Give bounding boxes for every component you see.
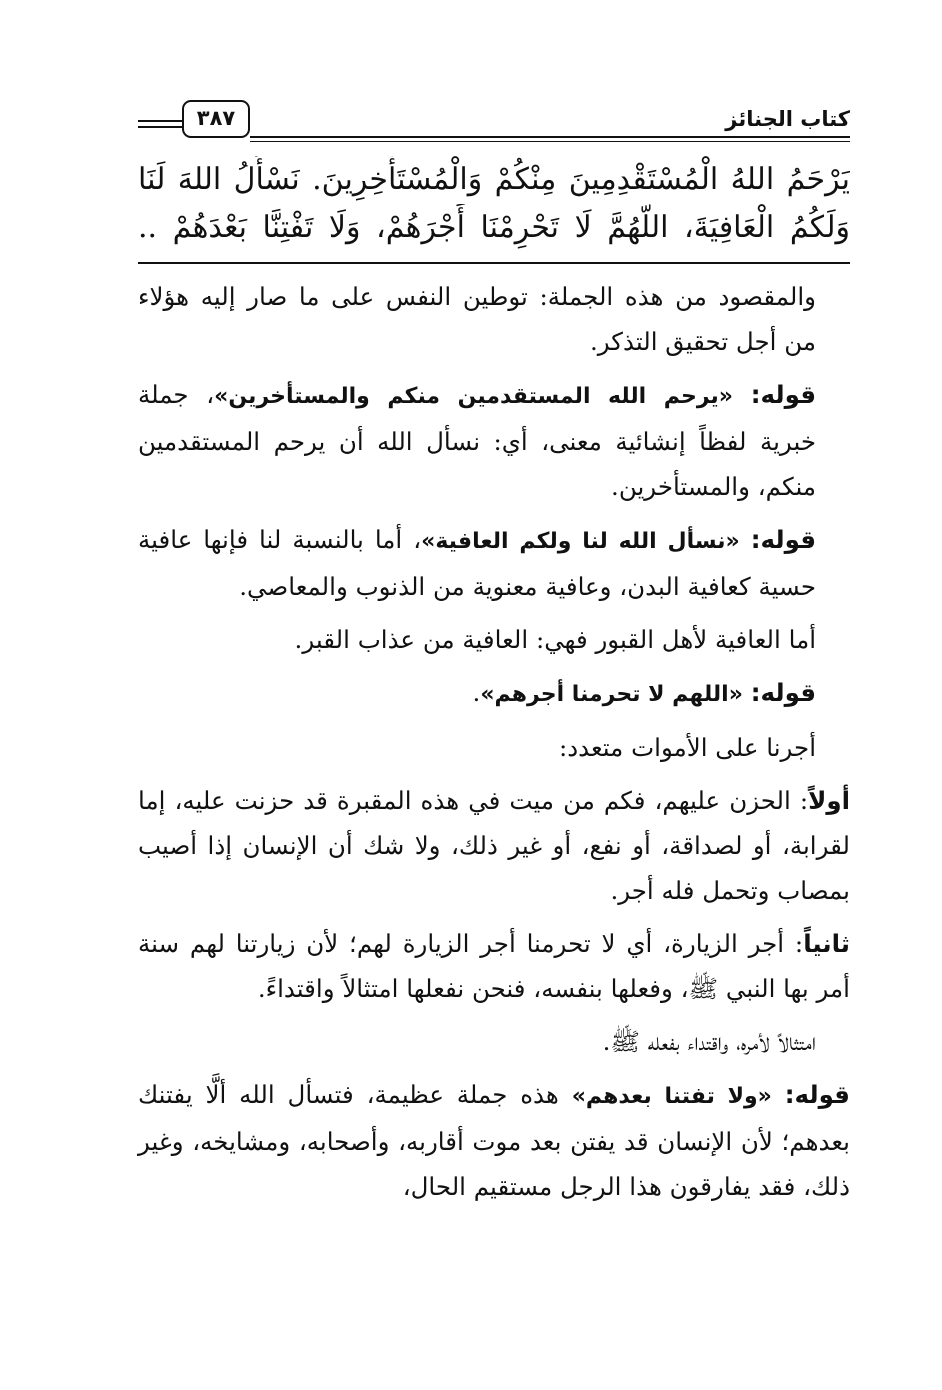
paragraph-text: : الحزن عليهم، فكم من ميت في هذه المقبرة قد حزنت عليه، إما لقرابة، أو لصداقة، أو نفع، أو غير ذلك، ولا شك أن الإنسان إذا أصيب بمصاب وتحمل فله أجر. <box>138 786 850 905</box>
paragraph <box>138 725 850 770</box>
hadith-text <box>138 156 850 258</box>
header-rule-left <box>138 120 182 128</box>
hadith-line-1: يَرْحَمُ اللهُ الْمُسْتَقْدِمِينَ مِنْكُمْ وَالْمُسْتَأْخِرِينَ. نَسْأَلُ اللهَ لَنَا <box>138 162 850 197</box>
paragraph <box>138 372 850 509</box>
commentary <box>138 274 850 1209</box>
paragraph <box>138 1072 850 1209</box>
paragraph-text: ، أما بالنسبة لنا فإنها عافية حسية كعافية البدن، وعافية معنوية من الذنوب والمعاصي. <box>138 525 816 601</box>
section-separator <box>138 262 850 264</box>
paragraph <box>138 617 850 662</box>
page-header <box>138 96 850 148</box>
lead-word: أولاً <box>808 786 850 815</box>
page-number: ٣٨٧ <box>182 100 250 138</box>
paragraph-text: ، جملة خبرية لفظاً إنشائية معنى، أي: نسأل الله أن يرحم المستقدمين منكم، والمستأخرين. <box>138 380 816 501</box>
lead-word: قوله: <box>750 678 816 707</box>
paragraph-text: هذه جملة عظيمة، فتسأل الله ألَّا يفتنك بعدهم؛ لأن الإنسان قد يفتن بعد موت أقاربه، وأصحابه، ومشايخه، وغير ذلك، فقد يفارقون هذا الرجل مستقيم الحال، <box>138 1080 850 1201</box>
quoted-phrase: «يرحم الله المستقدمين منكم والمستأخرين» <box>214 384 734 409</box>
paragraph <box>138 778 850 913</box>
paragraph <box>138 517 850 609</box>
lead-word: قوله: <box>750 525 817 554</box>
paragraph <box>138 670 850 717</box>
paragraph <box>138 274 850 364</box>
quoted-phrase: «نسأل الله لنا ولكم العافية» <box>421 529 740 554</box>
lead-word: ثانياً <box>803 929 850 958</box>
paragraph-text: . <box>472 678 481 707</box>
paragraph-text: : أجر الزيارة، أي لا تحرمنا أجر الزيارة لهم؛ لأن زيارتنا لهم سنة أمر بها النبي ﷺ، وفعلها بنفسه، فنحن نفعلها امتثالاً واقتداءً. <box>138 929 850 1003</box>
quoted-phrase: «ولا تفتنا بعدهم» <box>571 1084 772 1109</box>
header-rule-right <box>250 136 850 142</box>
paragraph <box>138 921 850 1011</box>
book-page <box>138 96 850 1346</box>
paragraph-text: أما العافية لأهل القبور فهي: العافية من عذاب القبر. <box>294 625 816 654</box>
running-title: كتاب الجنائز <box>725 107 850 131</box>
lead-word: قوله: <box>784 1080 850 1109</box>
paragraph-text: امتثالاً لأمره، واقتداء بفعله ﷺ. <box>602 1027 816 1056</box>
paragraph-text: والمقصود من هذه الجملة: توطين النفس على ما صار إليه هؤلاء من أجل تحقيق التذكر. <box>138 282 816 356</box>
paragraph-text: أجرنا على الأموات متعدد: <box>558 733 816 762</box>
quoted-phrase: «اللهم لا تحرمنا أجرهم» <box>480 682 743 707</box>
lead-word: قوله: <box>750 380 816 409</box>
paragraph <box>138 1019 850 1064</box>
hadith-line-2: وَلَكُمُ الْعَافِيَةَ، اللَّهُمَّ لَا تَحْرِمْنَا أَجْرَهُمْ، وَلَا تَفْتِنَّا بَعْدَهُمْ .. <box>138 210 850 245</box>
